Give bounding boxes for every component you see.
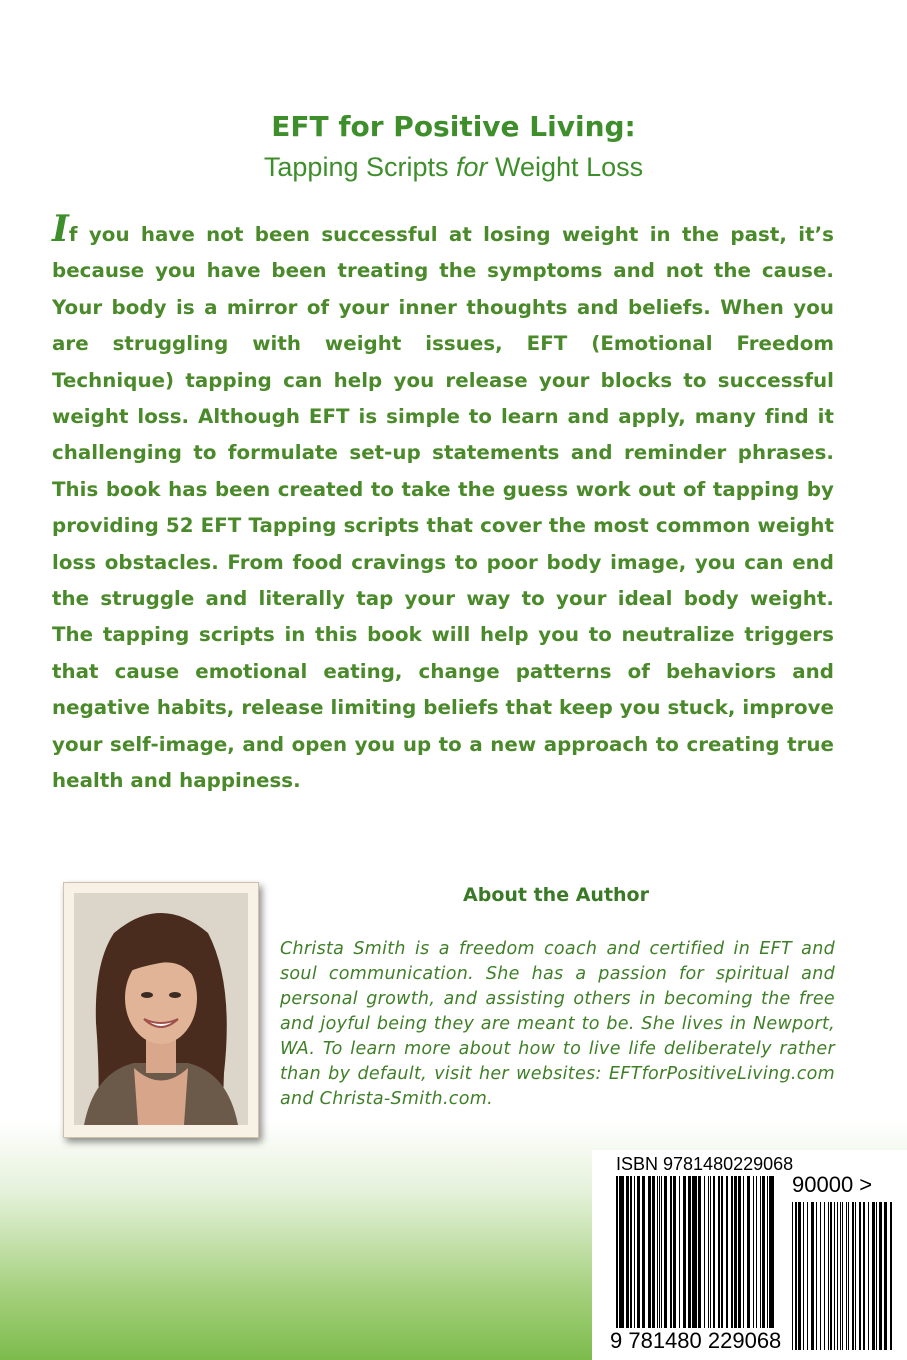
barcode-bar <box>816 1202 817 1350</box>
book-description <box>52 208 834 800</box>
barcode-bar <box>626 1176 629 1328</box>
barcode-bar <box>664 1176 667 1328</box>
book-subtitle <box>0 152 907 183</box>
barcode-guard-bar <box>695 1176 697 1346</box>
barcode-bar <box>762 1176 765 1328</box>
barcode-bar <box>634 1176 635 1328</box>
barcode-bar <box>753 1176 754 1328</box>
barcode-bar <box>879 1202 882 1350</box>
author-photo-frame <box>63 882 259 1138</box>
barcode-bar <box>792 1202 793 1350</box>
barcode-bar <box>698 1176 701 1328</box>
barcode-bar <box>704 1176 705 1328</box>
price-code: 90000 > <box>792 1172 873 1197</box>
barcode-bar <box>771 1176 772 1328</box>
barcode-bar <box>688 1176 691 1328</box>
barcode-bar <box>738 1176 741 1328</box>
barcode-bar <box>890 1202 892 1350</box>
barcode-bar <box>756 1176 757 1328</box>
barcode-bar <box>673 1176 676 1328</box>
barcode-bar <box>659 1176 660 1328</box>
barcode-bar <box>834 1202 835 1350</box>
barcode-bar <box>837 1202 838 1350</box>
isbn-barcode <box>592 1150 907 1360</box>
description-text: f you have not been successful at losing weight in the past, it’s because you have been treating the symptoms and not the cause. Your body is a mirror of your inner thoughts and beliefs. When you are struggling with weight issues, EFT (Emotional Freedom Technique) tapping can help you release your blocks to successful weight loss. Although EFT is simple to learn and apply, many find it challenging to formulate set-up statements and reminder phrases. This book has been created to take the guess work out of tapping by providing 52 EFT Tapping scripts that cover the most common weight loss obstacles. From food cravings to poor body image, you can end the struggle and literally tap your way to your ideal body weight. The tapping scripts in this book will help you to neutralize triggers that cause emotional eating, change patterns of behaviors and negative habits, release limiting beliefs that keep you stuck, improve your self-image, and open you up to a new approach to creating true health and happiness. <box>52 223 834 793</box>
barcode-bar <box>731 1176 733 1328</box>
subtitle-part-2: Weight Loss <box>487 152 644 182</box>
barcode-bar <box>679 1176 680 1328</box>
barcode-bar <box>852 1202 854 1350</box>
barcode-bar <box>863 1202 865 1350</box>
barcode-bar <box>683 1176 686 1328</box>
barcode-bar <box>803 1202 804 1350</box>
barcode-bar <box>637 1176 640 1328</box>
barcode-bar <box>884 1202 887 1350</box>
barcode-bar <box>652 1176 655 1328</box>
barcode-bar <box>811 1202 814 1350</box>
author-bio: Christa Smith is a freedom coach and certified in EFT and soul communication. She has a passion for spiritual and personal growth, and assisting others in becoming the free and joyful being they are meant to be. She lives in Newport, WA. To learn more about how to live life deliberately rather than by default, visit her websites: EFTforPositiveLiving.com and Christa-Smith.com. <box>280 939 835 1109</box>
subtitle-part-1: Tapping Scripts <box>263 152 456 182</box>
barcode-bar <box>767 1176 768 1328</box>
about-author-heading: About the Author <box>463 884 649 906</box>
barcode-bar <box>718 1176 720 1328</box>
barcode-bar <box>840 1202 841 1350</box>
barcode-bar <box>670 1176 672 1328</box>
barcode-bar <box>795 1202 797 1350</box>
isbn-label: ISBN 9781480229068 <box>616 1154 794 1174</box>
drop-cap: I <box>52 208 69 250</box>
barcode-bar <box>868 1202 869 1350</box>
barcode-bar <box>747 1176 750 1328</box>
barcode-bar <box>820 1202 821 1350</box>
barcode-bar <box>630 1176 632 1328</box>
barcode-bar <box>798 1202 801 1350</box>
barcode-bar <box>859 1202 861 1350</box>
barcode-bar <box>621 1176 624 1328</box>
barcode-bar <box>848 1202 849 1350</box>
barcode-bar <box>743 1176 744 1328</box>
barcode-bar <box>734 1176 737 1328</box>
barcode-bar <box>708 1176 709 1328</box>
barcode-bar <box>713 1176 715 1328</box>
author-photo <box>74 893 248 1125</box>
barcode-bar <box>726 1176 728 1328</box>
book-title: EFT for Positive Living: <box>271 110 636 143</box>
barcode-bar <box>842 1202 843 1350</box>
barcode-bar <box>876 1202 877 1350</box>
barcode-bar <box>872 1202 875 1350</box>
barcode-guard-bar <box>772 1176 774 1346</box>
barcode-bar <box>710 1176 711 1328</box>
barcode-bar <box>807 1202 808 1350</box>
barcode-bar <box>657 1176 658 1328</box>
barcode-bar <box>855 1202 856 1350</box>
barcode-bar <box>721 1176 723 1328</box>
barcode-bar <box>830 1202 832 1350</box>
barcode-bar <box>828 1202 829 1350</box>
barcode-bar <box>846 1202 847 1350</box>
barcode-bar <box>642 1176 645 1328</box>
isbn-digits: 9 781480 229068 <box>610 1328 782 1353</box>
barcode-guard-bar <box>769 1176 771 1346</box>
barcode-guard-bar <box>692 1176 694 1346</box>
barcode-guard-bar <box>616 1176 618 1346</box>
barcode-bar <box>824 1202 825 1350</box>
barcode-guard-bar <box>619 1176 621 1346</box>
barcode-bar <box>661 1176 662 1328</box>
barcode-bar <box>760 1176 761 1328</box>
subtitle-italic-word: for <box>456 152 488 182</box>
barcode-bar <box>648 1176 651 1328</box>
